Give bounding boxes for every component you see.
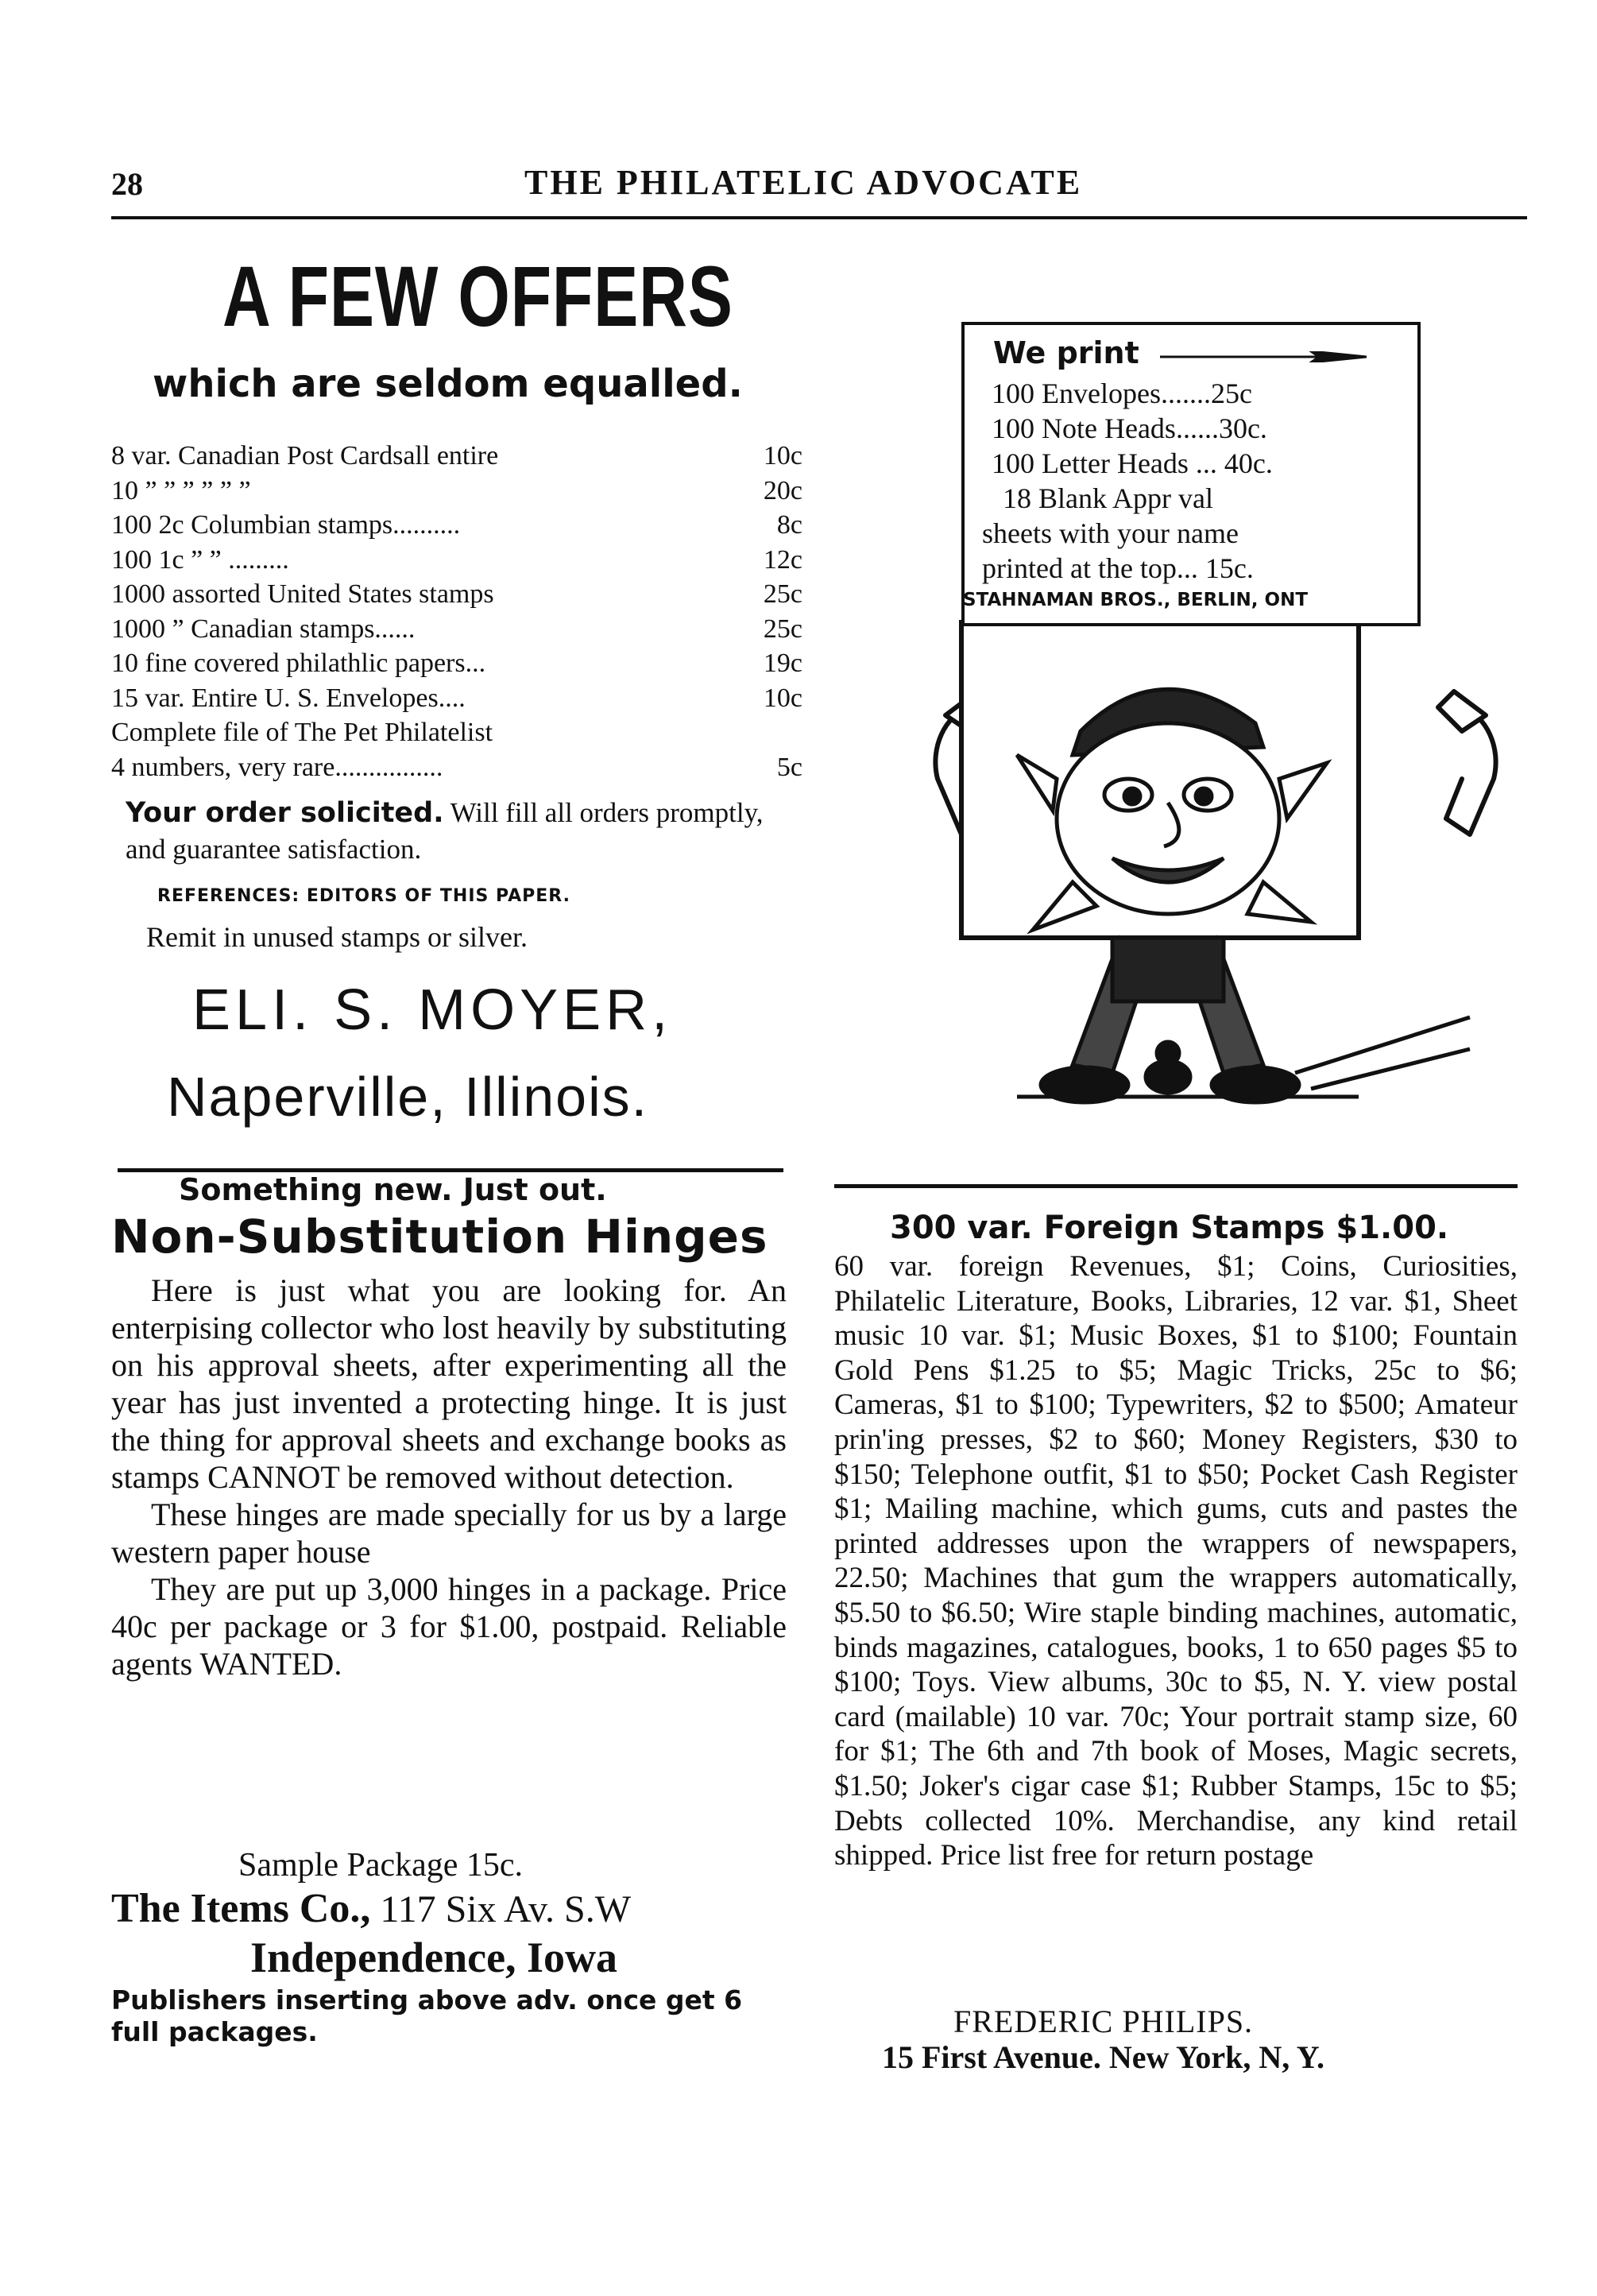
hinges-title: Non-Substitution Hinges [111,1210,768,1264]
philips-title: 300 var. Foreign Stamps $1.00. [890,1210,1449,1246]
offer-text: 4 numbers, very rare................ [111,752,443,782]
offer-row [111,753,802,788]
offer-row [111,614,802,649]
hinges-company [111,1885,631,1932]
offer-price: 10c [763,441,802,470]
we-print-line: printed at the top... 15c. [982,552,1254,584]
company-address: 117 Six Av. S.W [380,1888,632,1930]
hinges-paragraph: Here is just what you are looking for. An enterpising collector who lost heavily by substituting on his approval sheets, after experimenting all the year has just invented a protecting hinge. It is just the thing for approval sheets and exchange books as stamps CANNOT be removed without detection. [111,1272,787,1495]
hinges-sample-price: Sample Package 15c. [238,1847,524,1884]
offer-price: 8c [776,510,802,540]
hinges-city: Independence, Iowa [250,1934,618,1981]
offer-row [111,683,802,718]
offer-row [111,579,802,614]
we-print-line: sheets with your name [982,517,1239,549]
hinges-paragraph: These hinges are made specially for us by a large western paper house [111,1496,787,1570]
offer-text: 100 1c ” ” ......... [111,544,289,575]
offer-row [111,718,802,753]
offer-price: 10c [763,683,802,713]
references-line: REFERENCES: EDITORS OF THIS PAPER. [157,886,570,906]
offer-row [111,649,802,683]
offer-price: 19c [763,649,802,678]
journal-title: THE PHILATELIC ADVOCATE [524,163,1083,202]
philips-body [834,1249,1518,1873]
hinges-publisher-note: Publishers inserting above adv. once get 6 full packages. [111,1984,743,2047]
hinges-paragraph: They are put up 3,000 hinges in a package. Price 40c per package or 3 for $1.00, postpaid. Reliable agents WANTED. [111,1571,787,1682]
offer-text: 8 var. Canadian Post Cardsall entire [111,441,499,470]
order-lead: Your order solicited. [126,797,444,829]
offer-row [111,545,802,580]
offer-price: 12c [763,544,802,575]
advertiser-name: ELI. S. MOYER, [192,978,673,1042]
offer-text: 15 var. Entire U. S. Envelopes.... [111,683,466,713]
order-text: Will fill all orders promptly, and guarantee satisfaction. [126,797,764,865]
we-print-line: 100 Letter Heads ... 40c. [992,447,1273,479]
offer-text: 1000 assorted United States stamps [111,579,494,609]
offer-price: 5c [776,752,802,782]
we-print-title: We print [993,335,1139,370]
offer-row [111,441,802,476]
philips-paragraph: 60 var. foreign Revenues, $1; Coins, Curiosities, Philatelic Literature, Books, Libraries, 12 var. $1, Sheet music 10 var. $1; Music Boxes, $1 to $100; Fountain Gold Pens $1.25 to $5; Magic Tricks, 25c to $6; Cameras, $1 to $100; Typewriters, $2 to $500; Amateur prin'ing presses, $2 to $60; Money Registers, $30 to $150; Telephone outfit, $1 to $50; Pocket Cash Register $1; Mailing machine, which gums, cuts and pastes the printed addresses upon the wrappers of newspapers, 22.50; Machines that gum the wrappers automatically, $5.50 to $6.50; Wire staple binding machines, automatic, binds magazines, catalogues, books, 1 to 650 pages $5 to $100; Toys. View albums, 30c to $5, N. Y. view postal card (mailable) 10 var. 70c; Your portrait stamp size, 60 for $1; The 6th and 7th book of Moses, Magic secrets, $1.50; Joker's cigar case $1; Rubber Stamps, 15c to $5; Debts collected 10%. Merchandise, any kind retail shipped. Price list free for return postage [834,1250,1518,1872]
offers-price-list [111,441,802,787]
order-solicited [126,795,809,867]
offer-row [111,476,802,511]
page-number: 28 [111,166,143,202]
right-divider [834,1184,1518,1188]
we-print-line: 100 Envelopes.......25c [992,378,1252,409]
header-rule [111,216,1527,219]
company-name: The Items Co., [111,1886,371,1931]
pointing-arrow-icon [1160,351,1367,362]
philips-name: FREDERIC PHILIPS. [953,2004,1254,2039]
offer-text: 10 ” ” ” ” ” ” [111,475,251,505]
offer-row [111,510,802,545]
offer-text: 10 fine covered philathlic papers... [111,649,486,678]
hinges-body [111,1272,787,1682]
we-print-line: 18 Blank Appr val [1003,482,1213,514]
advertiser-city: Naperville, Illinois. [167,1066,649,1128]
offers-title: A FEW OFFERS [222,248,733,344]
offer-price: 25c [763,579,802,609]
offer-text: Complete file of The Pet Philatelist [111,718,493,747]
offer-text: 100 2c Columbian stamps.......... [111,510,461,540]
cartoon-illustration [914,620,1518,1176]
offer-price: 25c [763,614,802,644]
we-print-firm: STAHNAMAN BROS., BERLIN, ONT [963,590,1309,610]
offers-subtitle: which are seldom equalled. [153,362,743,406]
offer-price: 20c [763,475,802,505]
remit-line: Remit in unused stamps or silver. [146,921,528,953]
hinges-kicker: Something new. Just out. [179,1172,607,1207]
philips-address: 15 First Avenue. New York, N, Y. [882,2039,1325,2075]
we-print-line: 100 Note Heads......30c. [992,412,1267,444]
offer-text: 1000 ” Canadian stamps...... [111,614,416,644]
